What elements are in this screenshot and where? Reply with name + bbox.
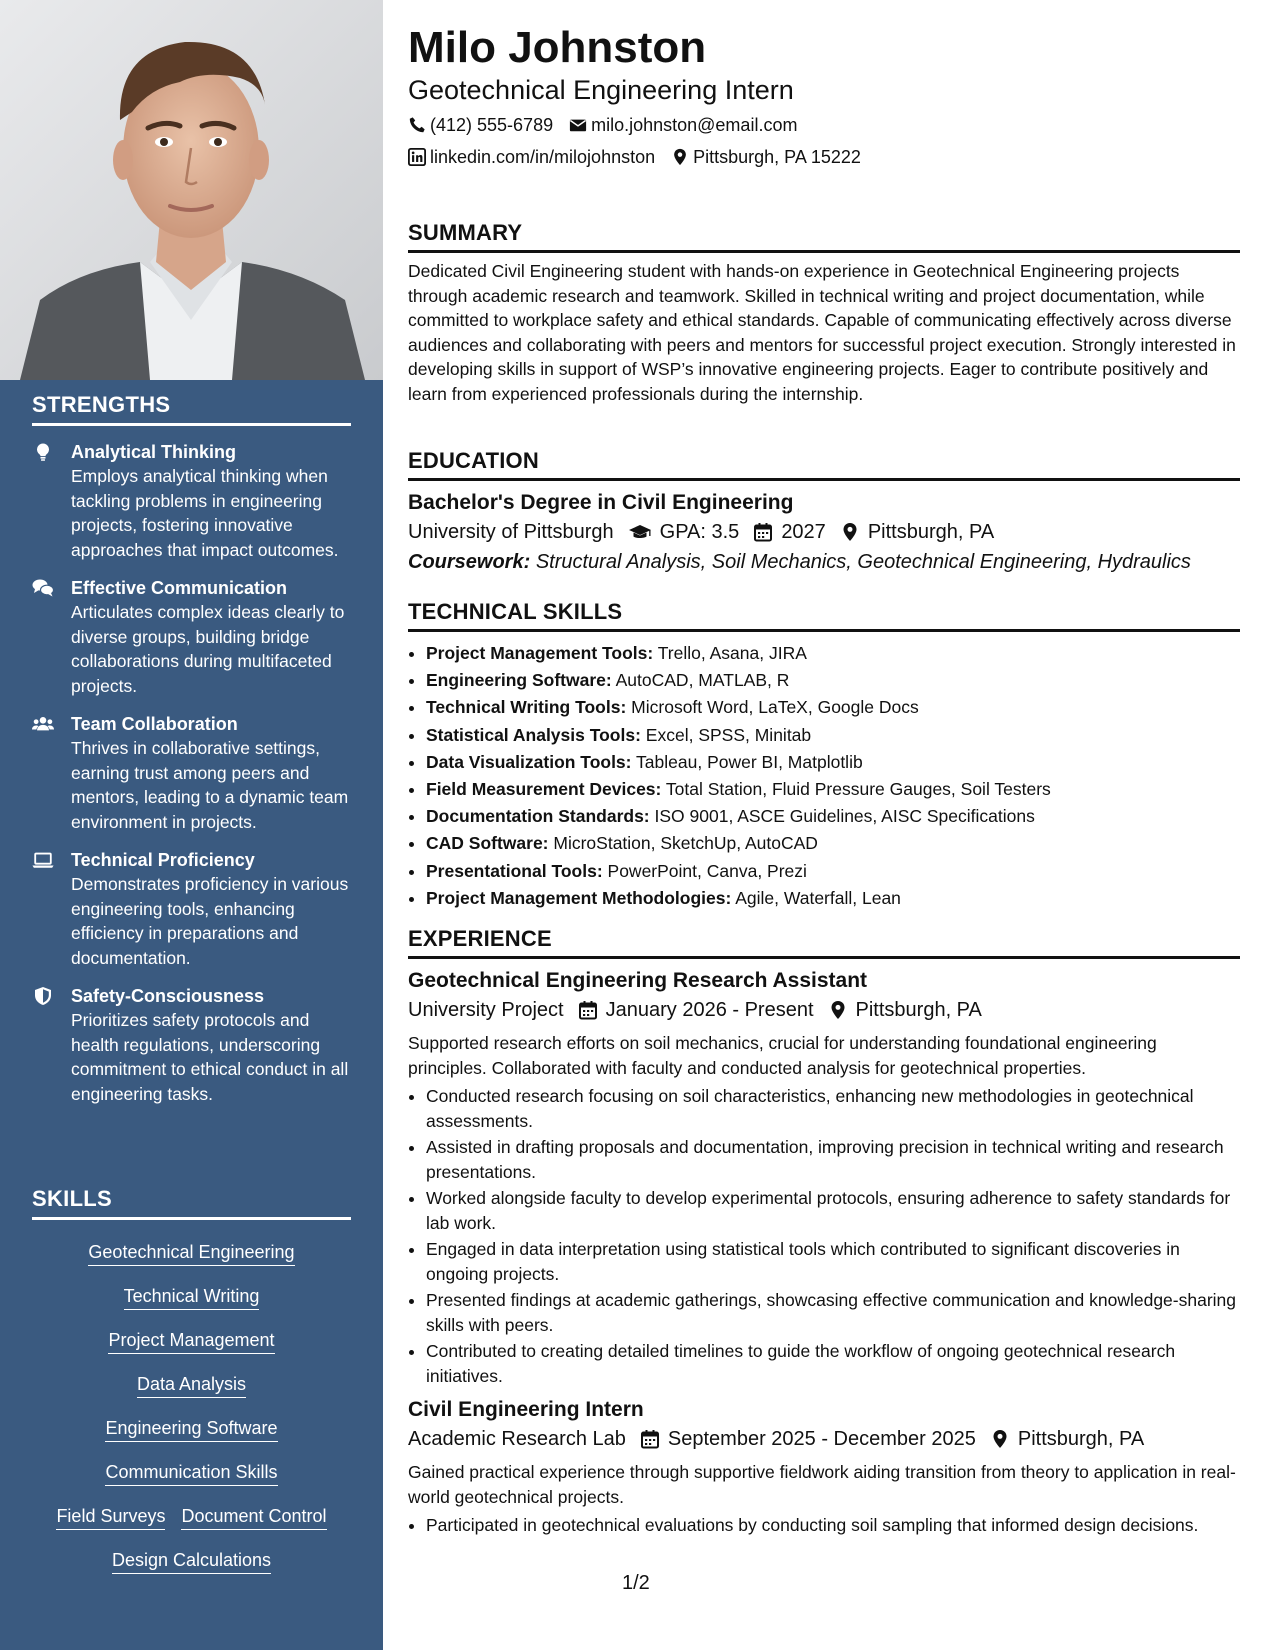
skill-value: Agile, Waterfall, Lean <box>735 887 901 908</box>
education-meta <box>408 517 1240 547</box>
skill-tag: Data Analysis <box>137 1372 246 1398</box>
strength-description: Thrives in collaborative settings, earning trust among peers and mentors, leading to a dynamic team environment in projects. <box>71 738 349 832</box>
job-bullets <box>408 1513 1240 1538</box>
school-name: University of Pittsburgh <box>408 521 614 543</box>
skill-tag: Communication Skills <box>105 1460 277 1486</box>
skill-value: Total Station, Fluid Pressure Gauges, Soil Testers <box>665 779 1051 800</box>
job-location: Pittsburgh, PA <box>855 999 982 1021</box>
strength-item <box>32 848 351 970</box>
strength-description: Employs analytical thinking when tackling problems in engineering projects, fostering innovative approaches that impact outcomes. <box>71 466 339 560</box>
lightbulb-icon <box>32 442 56 462</box>
list-item <box>426 694 1240 721</box>
graduation-year: 2027 <box>781 521 826 543</box>
graduation-cap-icon <box>628 522 652 542</box>
list-item: • Participated in geotechnical evaluations by conducting soil sampling that informed design decisions. <box>426 1513 1240 1538</box>
strengths-section <box>32 392 351 1106</box>
candidate-role: Geotechnical Engineering Intern <box>408 75 794 105</box>
list-item: • Assisted in drafting proposals and documentation, improving precision in technical writing and research presentations. <box>426 1135 1240 1184</box>
strength-item <box>32 712 351 834</box>
skill-label: Technical Writing Tools: <box>426 697 627 718</box>
skill-label: Data Visualization Tools: <box>426 751 632 772</box>
calendar-icon <box>753 522 773 542</box>
strength-title: Technical Proficiency <box>71 850 255 870</box>
summary-section <box>408 220 1240 406</box>
skill-value: Microsoft Word, LaTeX, Google Docs <box>631 697 919 718</box>
calendar-icon <box>578 1000 598 1020</box>
map-pin-icon <box>671 148 689 166</box>
skill-value: Trello, Asana, JIRA <box>657 643 807 663</box>
contact-row <box>408 145 877 169</box>
coursework <box>408 547 1240 577</box>
list-item <box>426 830 1240 857</box>
strength-description: Demonstrates proficiency in various engineering tools, enhancing efficiency in preparations and documentation. <box>71 874 349 968</box>
list-item <box>426 803 1240 830</box>
job-title: Civil Engineering Intern <box>408 1398 644 1421</box>
technical-skills-title: TECHNICAL SKILLS <box>408 599 1240 632</box>
sidebar <box>0 0 383 1650</box>
skill-label: Engineering Software: <box>426 670 612 691</box>
experience-section <box>408 926 1240 1540</box>
job-org: Academic Research Lab <box>408 1428 626 1450</box>
skill-label: Project Management Methodologies: <box>426 887 732 908</box>
list-item <box>426 640 1240 667</box>
job-location: Pittsburgh, PA <box>1017 1428 1145 1450</box>
shield-icon <box>32 986 56 1006</box>
strength-description: Prioritizes safety protocols and health regulations, underscoring commitment to ethical conduct in all engineering tasks. <box>71 1010 349 1104</box>
profile-photo <box>0 0 383 380</box>
skill-value: PowerPoint, Canva, Prezi <box>607 860 807 881</box>
list-item: • Worked alongside faculty to develop experimental protocols, ensuring adherence to safety standards for lab work. <box>426 1186 1240 1235</box>
skill-value: ISO 9001, ASCE Guidelines, AISC Specifications <box>654 806 1035 827</box>
list-item: • Contributed to creating detailed timelines to guide the workflow of ongoing geotechnical research initiatives. <box>426 1339 1240 1388</box>
list-item <box>426 749 1240 776</box>
list-item <box>426 885 1240 912</box>
summary-text: Dedicated Civil Engineering student with hands-on experience in Geotechnical Engineering projects through academic research and teamwork. Skilled in technical writing and project documentation, while committed to workplace safety and ethical standards. Capable of communicating effectively across diverse audiences and collaborating with peers and mentors for successful project execution. Strongly interested in developing skills in support of WSP’s innovative engineering projects. Eager to contribute positively and learn from experienced professionals during the internship. <box>408 261 1236 404</box>
job-org: University Project <box>408 999 564 1021</box>
list-item: • Conducted research focusing on soil characteristics, enhancing new methodologies in geotechnical assessments. <box>426 1084 1240 1133</box>
skill-value: Tableau, Power BI, Matplotlib <box>636 751 863 772</box>
contact-row <box>408 113 813 137</box>
skill-label: CAD Software: <box>426 833 549 854</box>
strength-title: Effective Communication <box>71 578 288 598</box>
candidate-name: Milo Johnston <box>408 23 707 72</box>
coursework-list: Structural Analysis, Soil Mechanics, Geotechnical Engineering, Hydraulics <box>535 551 1191 573</box>
job-bullets <box>408 1084 1240 1388</box>
map-pin-icon <box>990 1429 1010 1449</box>
list-item <box>426 667 1240 694</box>
email-text: milo.johnston@email.com <box>591 115 798 135</box>
technical-skills-list <box>408 640 1240 912</box>
list-item <box>426 858 1240 885</box>
degree-title: Bachelor's Degree in Civil Engineering <box>408 491 794 514</box>
job-title: Geotechnical Engineering Research Assistant <box>408 969 868 992</box>
skill-tag: Technical Writing <box>124 1284 260 1310</box>
strength-item <box>32 440 351 562</box>
strength-title: Team Collaboration <box>71 714 238 734</box>
job-summary: Supported research efforts on soil mechanics, crucial for understanding foundational engineering principles. Collaborated with faculty and conducted analysis for geotechnical properties. <box>408 1033 1157 1078</box>
strength-item <box>32 984 351 1106</box>
strength-title: Safety-Consciousness <box>71 986 265 1006</box>
gpa-text: GPA: 3.5 <box>659 521 740 543</box>
skill-tag: Project Management <box>108 1328 274 1354</box>
job-dates: September 2025 - December 2025 <box>667 1428 976 1450</box>
map-pin-icon <box>840 522 860 542</box>
skill-tag: Geotechnical Engineering <box>88 1240 294 1266</box>
job-entry <box>408 1396 1240 1538</box>
skill-tag: Design Calculations <box>112 1548 271 1574</box>
linkedin-icon <box>408 148 426 166</box>
strengths-title: STRENGTHS <box>32 392 351 426</box>
skill-value: Excel, SPSS, Minitab <box>645 724 812 745</box>
education-location: Pittsburgh, PA <box>867 521 995 543</box>
page-number: 1/2 <box>622 1572 650 1594</box>
strength-title: Analytical Thinking <box>71 442 237 462</box>
skill-label: Documentation Standards: <box>426 806 650 827</box>
skill-label: Statistical Analysis Tools: <box>426 724 641 745</box>
skill-label: Field Measurement Devices: <box>426 779 662 800</box>
chat-bubbles-icon <box>32 578 56 598</box>
experience-title: EXPERIENCE <box>408 926 1240 959</box>
calendar-icon <box>640 1429 660 1449</box>
skill-tag: Engineering Software <box>105 1416 277 1442</box>
skills-list <box>32 1232 351 1584</box>
skill-tag: Document Control <box>181 1504 326 1530</box>
education-section <box>408 448 1240 577</box>
skills-title: SKILLS <box>32 1186 351 1220</box>
skill-tag: Field Surveys <box>56 1504 165 1530</box>
job-dates: January 2026 - Present <box>605 999 814 1021</box>
job-summary: Gained practical experience through supportive fieldwork aiding transition from theory to application in real-world geotechnical projects. <box>408 1462 1236 1507</box>
skill-value: MicroStation, SketchUp, AutoCAD <box>553 833 818 854</box>
list-item: • Presented findings at academic gatherings, showcasing effective communication and knowledge-sharing skills with peers. <box>426 1288 1240 1337</box>
list-item <box>426 776 1240 803</box>
list-item <box>426 722 1240 749</box>
strength-description: Articulates complex ideas clearly to diverse groups, building bridge collaborations during multifaceted projects. <box>71 602 345 696</box>
skill-label: Project Management Tools: <box>426 643 654 663</box>
education-title: EDUCATION <box>408 448 1240 481</box>
laptop-icon <box>32 850 56 870</box>
job-meta <box>408 995 1240 1025</box>
linkedin-text: linkedin.com/in/milojohnston <box>430 147 656 167</box>
envelope-icon <box>569 116 587 134</box>
phone-text: (412) 555-6789 <box>430 115 554 135</box>
job-entry <box>408 967 1240 1388</box>
job-meta <box>408 1424 1240 1454</box>
coursework-label: Coursework: <box>408 551 531 573</box>
location-text: Pittsburgh, PA 15222 <box>693 147 861 167</box>
phone-icon <box>408 116 426 134</box>
skill-value: AutoCAD, MATLAB, R <box>615 670 790 691</box>
summary-title: SUMMARY <box>408 220 1240 253</box>
users-group-icon <box>32 714 56 734</box>
strength-item <box>32 576 351 698</box>
skills-section <box>32 1186 351 1584</box>
map-pin-icon <box>828 1000 848 1020</box>
skill-label: Presentational Tools: <box>426 860 603 881</box>
technical-skills-section <box>408 599 1240 912</box>
list-item: • Engaged in data interpretation using statistical tools which contributed to significant discoveries in ongoing projects. <box>426 1237 1240 1286</box>
